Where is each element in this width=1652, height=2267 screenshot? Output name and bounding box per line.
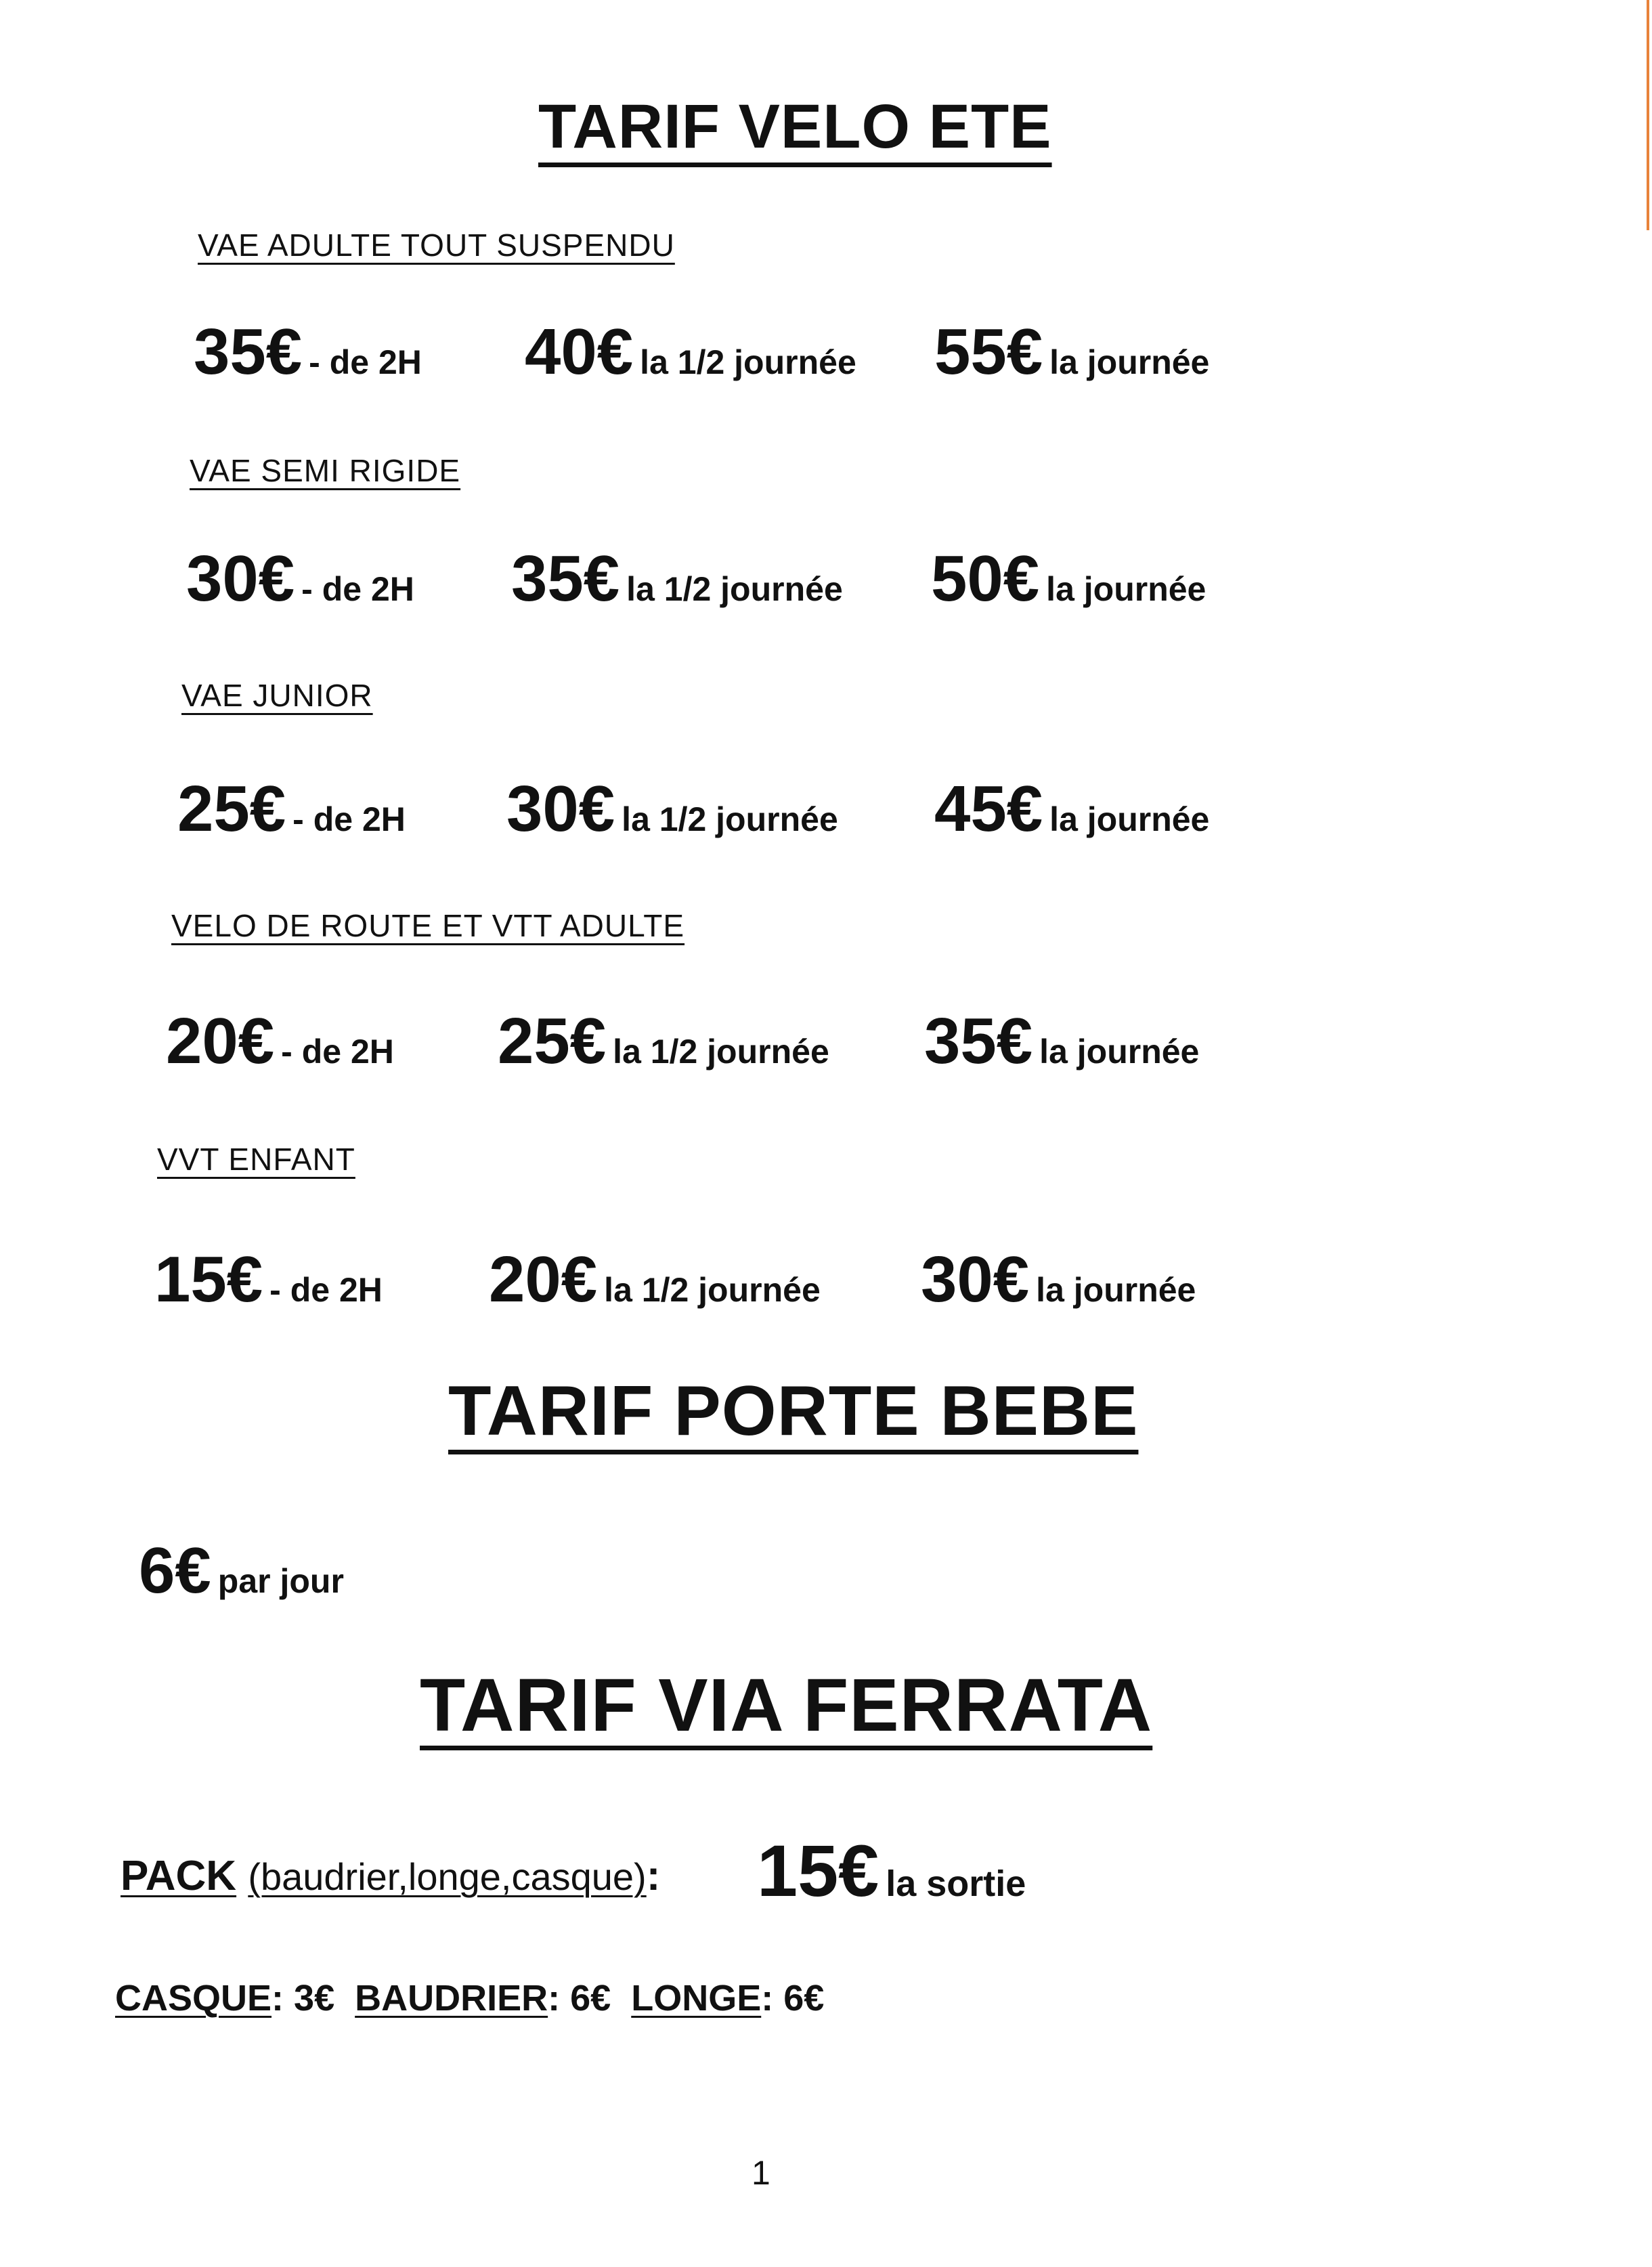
price-amount: 25€ — [498, 1005, 607, 1077]
price-amount: 15€ — [757, 1830, 879, 1912]
price-amount: 40€ — [525, 316, 634, 388]
price-unit: la 1/2 journée — [622, 800, 838, 838]
page-edge-line — [1647, 0, 1649, 230]
price-row-1-short — [194, 315, 422, 389]
price-row-5-half — [489, 1243, 821, 1317]
price-row-5-day — [921, 1243, 1196, 1317]
price-amount: 30€ — [186, 542, 295, 615]
accessory-label-casque: CASQUE — [115, 1978, 272, 2018]
price-amount: 30€ — [921, 1243, 1030, 1316]
price-unit: - de 2H — [309, 343, 422, 381]
price-unit: la 1/2 journée — [640, 343, 856, 381]
price-row-4-day — [924, 1004, 1199, 1079]
price-unit: la 1/2 journée — [626, 570, 843, 608]
price-unit: - de 2H — [281, 1033, 394, 1071]
price-row-3-day — [934, 772, 1209, 846]
accessories-line: CASQUE: 3€ BAUDRIER: 6€ LONGE: 6€ — [115, 1978, 825, 2018]
price-amount: 35€ — [511, 542, 620, 615]
price-row-1-half — [525, 315, 856, 389]
category-vae-adulte: VAE ADULTE TOUT SUSPENDU — [198, 228, 675, 263]
price-porte-bebe — [139, 1534, 344, 1608]
price-amount: 6€ — [139, 1534, 211, 1607]
accessory-price-baudrier: 6€ — [570, 1978, 611, 2018]
price-row-4-half — [498, 1004, 829, 1079]
page-number: 1 — [752, 2154, 770, 2192]
price-row-4-short — [166, 1004, 394, 1079]
accessory-price-casque: 3€ — [294, 1978, 335, 2018]
price-unit: la journée — [1046, 570, 1207, 608]
pack-detail: (baudrier,longe,casque) — [248, 1855, 647, 1898]
price-amount: 25€ — [177, 773, 286, 845]
price-unit: la journée — [1049, 800, 1210, 838]
price-unit: la 1/2 journée — [613, 1033, 829, 1071]
price-unit: la journée — [1036, 1271, 1196, 1309]
price-row-5-short — [154, 1243, 383, 1317]
price-unit: par jour — [217, 1562, 344, 1600]
price-row-2-half — [511, 542, 843, 616]
accessory-label-longe: LONGE — [631, 1978, 762, 2018]
price-unit: la sortie — [886, 1863, 1026, 1904]
title-via-ferrata: TARIF VIA FERRATA — [420, 1664, 1153, 1747]
price-unit: - de 2H — [301, 570, 414, 608]
price-unit: - de 2H — [269, 1271, 383, 1309]
price-unit: la journée — [1049, 343, 1210, 381]
price-unit: - de 2H — [292, 800, 406, 838]
price-amount: 55€ — [934, 316, 1043, 388]
price-amount: 30€ — [506, 773, 615, 845]
title-velo: TARIF VELO ETE — [538, 92, 1052, 161]
pack-line — [121, 1852, 660, 1900]
price-row-3-half — [506, 772, 838, 846]
price-amount: 20€ — [489, 1243, 598, 1316]
price-amount: 35€ — [924, 1005, 1033, 1077]
price-amount: 20€ — [166, 1005, 275, 1077]
category-vae-junior: VAE JUNIOR — [181, 678, 373, 713]
price-amount: 45€ — [934, 773, 1043, 845]
price-row-2-day — [931, 542, 1206, 616]
title-porte-bebe: TARIF PORTE BEBE — [448, 1372, 1139, 1450]
pack-label: PACK — [121, 1853, 237, 1899]
price-amount: 50€ — [931, 542, 1040, 615]
price-pack — [757, 1828, 1026, 1913]
price-row-1-day — [934, 315, 1209, 389]
price-amount: 15€ — [154, 1243, 263, 1316]
price-amount: 35€ — [194, 316, 303, 388]
price-row-3-short — [177, 772, 406, 846]
accessory-price-longe: 6€ — [783, 1978, 825, 2018]
accessory-label-baudrier: BAUDRIER — [355, 1978, 548, 2018]
price-row-2-short — [186, 542, 414, 616]
price-unit: la 1/2 journée — [604, 1271, 821, 1309]
price-unit: la journée — [1039, 1033, 1200, 1071]
category-vvt-enfant: VVT ENFANT — [157, 1142, 355, 1177]
category-velo-route-vtt: VELO DE ROUTE ET VTT ADULTE — [171, 908, 685, 943]
pack-colon: : — [646, 1853, 661, 1899]
category-vae-semi-rigide: VAE SEMI RIGIDE — [190, 453, 461, 488]
